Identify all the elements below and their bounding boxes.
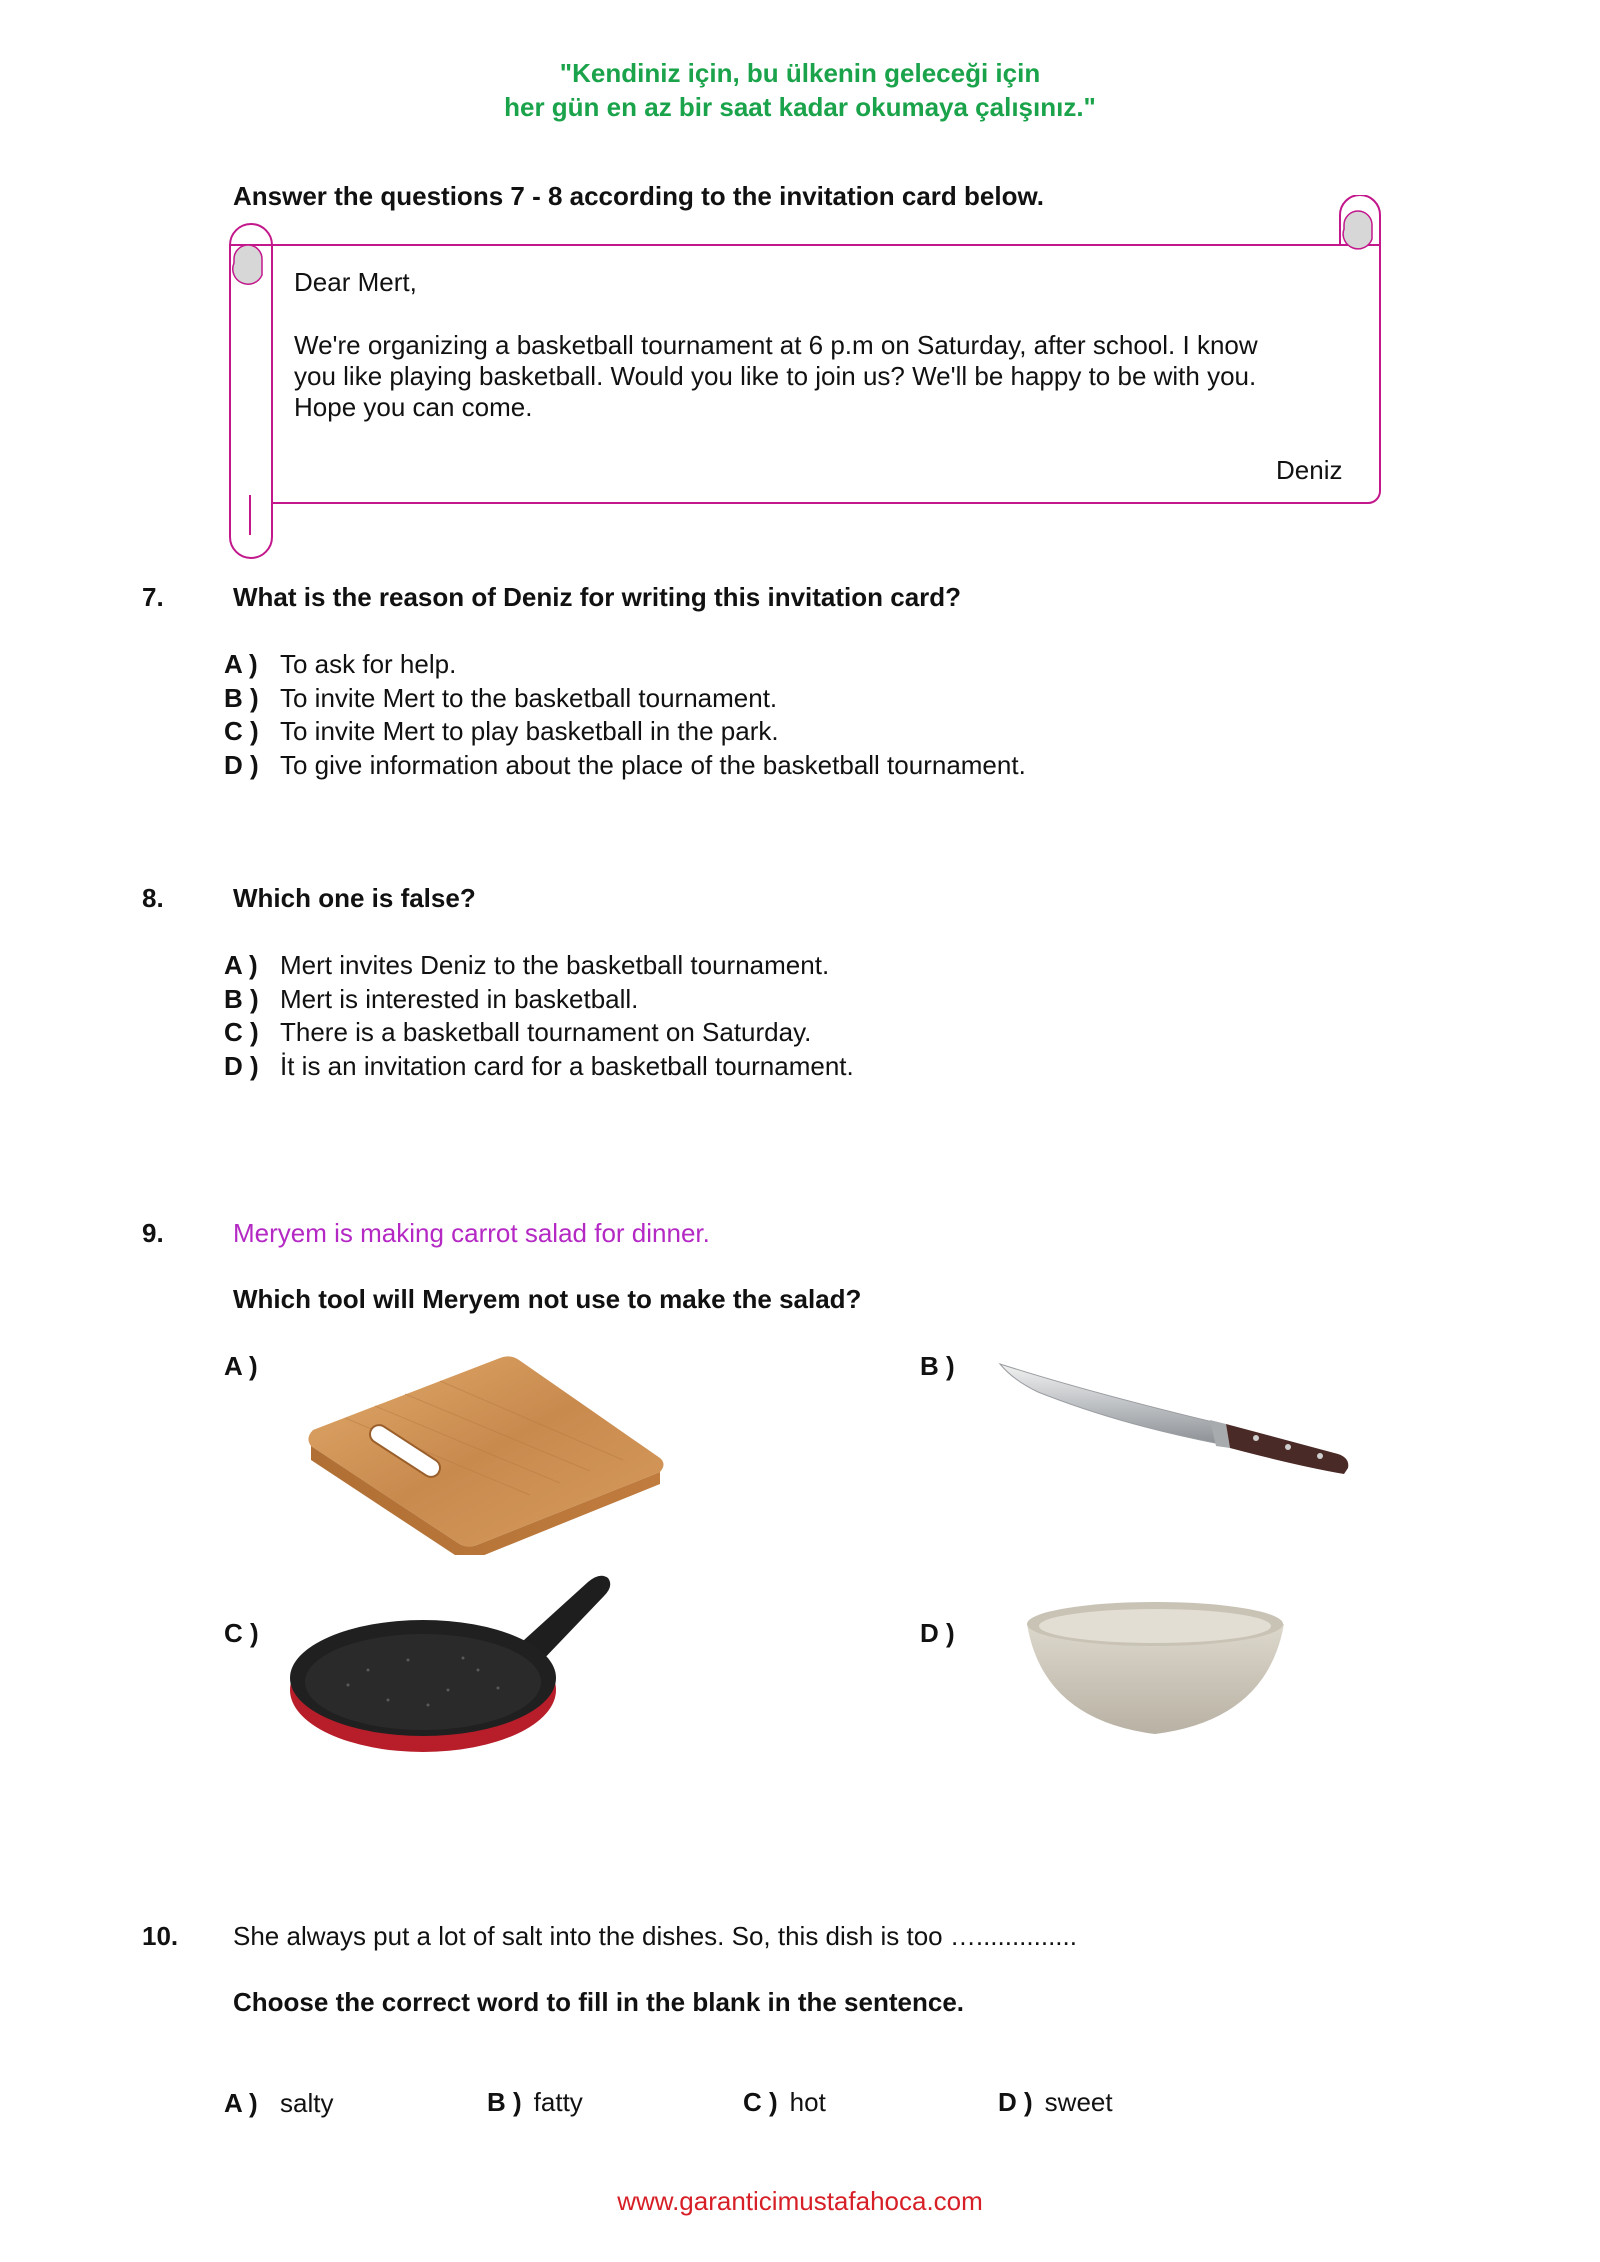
option-b[interactable]: B ) To invite Mert to the basketball tournament.: [224, 682, 778, 713]
option-d-label[interactable]: D ): [920, 1618, 955, 1648]
option-d[interactable]: D ) To give information about the place of the basketball tournament.: [224, 749, 1026, 780]
footer-link[interactable]: www.garanticimustafahoca.com: [617, 2186, 983, 2216]
card-body-line-1: We're organizing a basketball tournament at 6 p.m on Saturday, after school. I know: [294, 330, 1258, 360]
question-7-text: What is the reason of Deniz for writing this invitation card?: [233, 582, 962, 612]
option-c[interactable]: C ) To invite Mert to play basketball in the park.: [224, 716, 779, 746]
card-body: [294, 330, 1258, 423]
cutting-board-icon[interactable]: [305, 1350, 670, 1555]
question-8-text: Which one is false?: [233, 883, 476, 913]
option-a[interactable]: A ) To ask for help.: [224, 649, 457, 679]
question-10-number: 10.: [142, 1921, 179, 1951]
question-9-number: 9.: [142, 1218, 164, 1248]
card-signature: Deniz: [1276, 455, 1343, 485]
question-7-options: [224, 648, 1026, 782]
option-c[interactable]: C ) There is a basketball tournament on Saturday.: [224, 1017, 812, 1047]
card-body-line-2: you like playing basketball. Would you like to join us? We'll be happy to be with you.: [294, 361, 1257, 391]
option-a[interactable]: A ) salty: [224, 2088, 334, 2118]
question-9-context: Meryem is making carrot salad for dinner.: [233, 1218, 710, 1248]
question-10-text: Choose the correct word to fill in the blank in the sentence.: [233, 1987, 964, 2017]
question-9-text: Which tool will Meryem not use to make the salad?: [233, 1284, 862, 1314]
bowl-icon[interactable]: [1023, 1600, 1288, 1740]
option-c-label[interactable]: C ): [224, 1618, 259, 1648]
option-c[interactable]: C ) hot: [743, 2087, 826, 2117]
option-b[interactable]: B ) fatty: [487, 2087, 583, 2117]
card-greeting: Dear Mert,: [294, 267, 417, 297]
header-quote-line-1: "Kendiniz için, bu ülkenin geleceği için: [559, 58, 1041, 88]
question-8-options: [224, 949, 854, 1083]
question-8-number: 8.: [142, 883, 164, 913]
frying-pan-icon[interactable]: [288, 1570, 613, 1760]
option-a[interactable]: A ) Mert invites Deniz to the basketball tournament.: [224, 950, 830, 980]
knife-icon[interactable]: [998, 1362, 1353, 1482]
option-b[interactable]: B ) Mert is interested in basketball.: [224, 983, 639, 1014]
option-b-label[interactable]: B ): [920, 1351, 955, 1381]
instruction: Answer the questions 7 - 8 according to the invitation card below.: [233, 181, 1044, 211]
option-d[interactable]: D ) sweet: [998, 2087, 1113, 2117]
option-d[interactable]: D ) İt is an invitation card for a basketball tournament.: [224, 1050, 854, 1081]
question-10-sentence: She always put a lot of salt into the dishes. So, this dish is too …..............: [233, 1921, 1077, 1951]
card-body-line-3: Hope you can come.: [294, 392, 533, 422]
option-a-label[interactable]: A ): [224, 1351, 258, 1381]
question-7-number: 7.: [142, 582, 164, 612]
header-quote-line-2: her gün en az bir saat kadar okumaya çalışınız.": [504, 92, 1096, 122]
header-quote: [0, 56, 1600, 124]
